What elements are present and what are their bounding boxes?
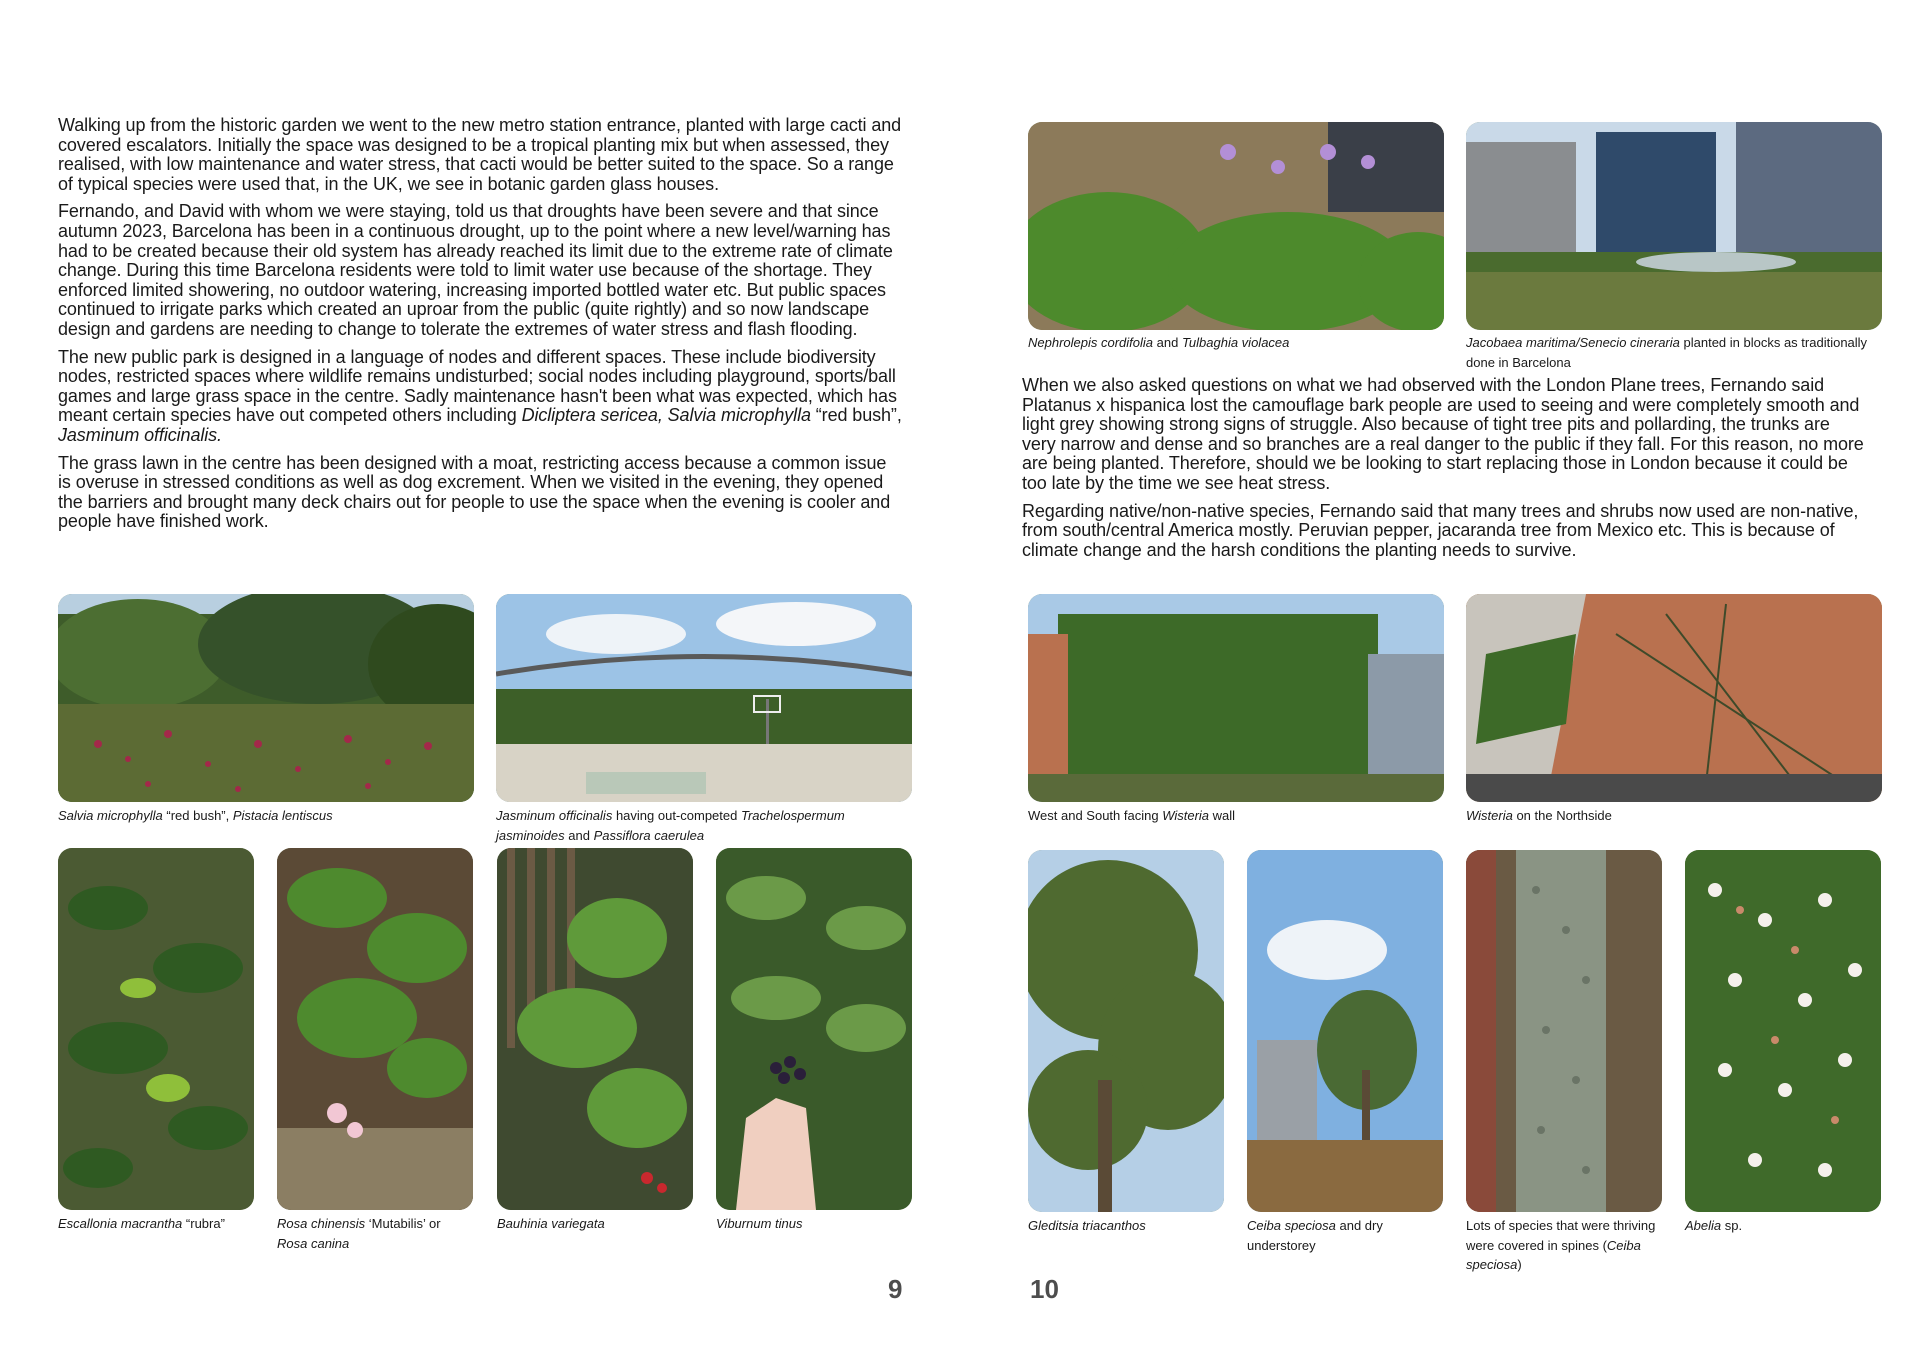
caption-salvia: Salvia microphylla “red bush”, Pistacia lentiscus (58, 808, 333, 823)
photo-spines (1466, 850, 1662, 1212)
caption-bauhinia: Bauhinia variegata (497, 1216, 605, 1231)
photo-salvia-pistacia (58, 594, 474, 802)
photo-jacobaea (1466, 122, 1882, 330)
page-number-left: 9 (888, 1274, 903, 1304)
caption-abelia: Abelia sp. (1685, 1218, 1743, 1233)
left-body-text (58, 116, 903, 540)
photo-gleditsia (1028, 850, 1224, 1212)
paragraph: The grass lawn in the centre has been designed with a moat, restricting access because a common issue is overuse in stressed conditions as well as dog excrement. When we visited in the evening, they opened the barriers and brought many deck chairs out for people to use the space when the evening is cooler and people have finished work. (58, 452, 891, 532)
caption-nephrolepis: Nephrolepis cordifolia and Tulbaghia violacea (1028, 335, 1290, 350)
photo-wisteria-wall (1028, 594, 1444, 802)
caption-wisteria-wall: West and South facing Wisteria wall (1028, 808, 1236, 823)
photo-ceiba (1247, 850, 1443, 1212)
photo-jasmine-court (496, 594, 912, 802)
caption-wisteria-north: Wisteria on the Northside (1466, 808, 1612, 823)
caption-ceiba: Ceiba speciosa and dry understorey (1247, 1218, 1383, 1253)
photo-abelia (1685, 850, 1881, 1212)
caption-jacobaea: Jacobaea maritima/Senecio cineraria planted in blocks as traditionally done in Barcelona (1466, 335, 1868, 370)
caption-viburnum: Viburnum tinus (716, 1216, 803, 1231)
photo-wisteria-north (1466, 594, 1882, 802)
photo-viburnum (716, 848, 912, 1210)
photo-escallonia (58, 848, 254, 1210)
paragraph: The new public park is designed in a language of nodes and different spaces. These include biodiversity nodes, restricted spaces where wildlife remains undisturbed; social nodes including playground, sports/ball games and large grass space in the centre. Sadly maintenance hasn't been what was expected, which has meant certain species have out competed others including Dicliptera sericea, Salvia microphylla “red bush”, Jasminum officinalis. (58, 346, 902, 445)
caption-rosa: Rosa chinensis ‘Mutabilis’ or Rosa canina (277, 1216, 441, 1251)
caption-jasmine: Jasminum officinalis having out-competed Trachelospermum jasminoides and Passiflora caerulea (496, 808, 845, 843)
photo-rosa (277, 848, 473, 1210)
page-number-right: 10 (1030, 1274, 1059, 1304)
paragraph: Fernando, and David with whom we were staying, told us that droughts have been severe and that since autumn 2023, Barcelona has been in a continuous drought, up to the point where a new level/warning has had to be created because their old system has already reached its limit due to the extreme rate of climate change. During this time Barcelona residents were told to limit water use because of the shortage. They enforced limited showering, no outdoor watering, increasing imported bottled water etc. But public spaces continued to irrigate parks which created an uproar from the public (quite rightly) and so now landscape design and gardens are needing to change to tolerate the extremes of water stress and flash flooding. (58, 201, 893, 339)
paragraph: Walking up from the historic garden we went to the new metro station entrance, planted with large cacti and covered escalators. Initially the space was designed to be a tropical planting mix but when assessed, they realised, with low maintenance and water stress, that cacti would be better suited to the space. So a range of typical species were used that, in the UK, we see in botanic garden glass houses. (58, 115, 902, 194)
right-body-text (1022, 376, 1867, 568)
caption-escallonia: Escallonia macrantha “rubra” (58, 1216, 225, 1231)
paragraph: When we also asked questions on what we had observed with the London Plane trees, Fernando said Platanus x hispanica lost the camouflage bark people are used to seeing and were completely smooth and light grey showing strong signs of struggle. Also because of tight tree pits and pollarding, the trunks are very narrow and dense and so branches are a real danger to the public if they fall. For this reason, no more are being planted. Therefore, should we be looking to start replacing those in London because it could be too late by the time we see heat stress. (1022, 375, 1864, 493)
caption-gleditsia: Gleditsia triacanthos (1028, 1218, 1146, 1233)
photo-bauhinia (497, 848, 693, 1210)
photo-nephrolepis-tulbaghia (1028, 122, 1444, 330)
caption-spines: Lots of species that were thriving were covered in spines (Ceiba speciosa) (1466, 1218, 1656, 1272)
paragraph: Regarding native/non-native species, Fernando said that many trees and shrubs now used are non-native, from south/central America mostly. Peruvian pepper, jacaranda tree from Mexico etc. This is because of climate change and the harsh conditions the planting needs to survive. (1022, 500, 1859, 560)
